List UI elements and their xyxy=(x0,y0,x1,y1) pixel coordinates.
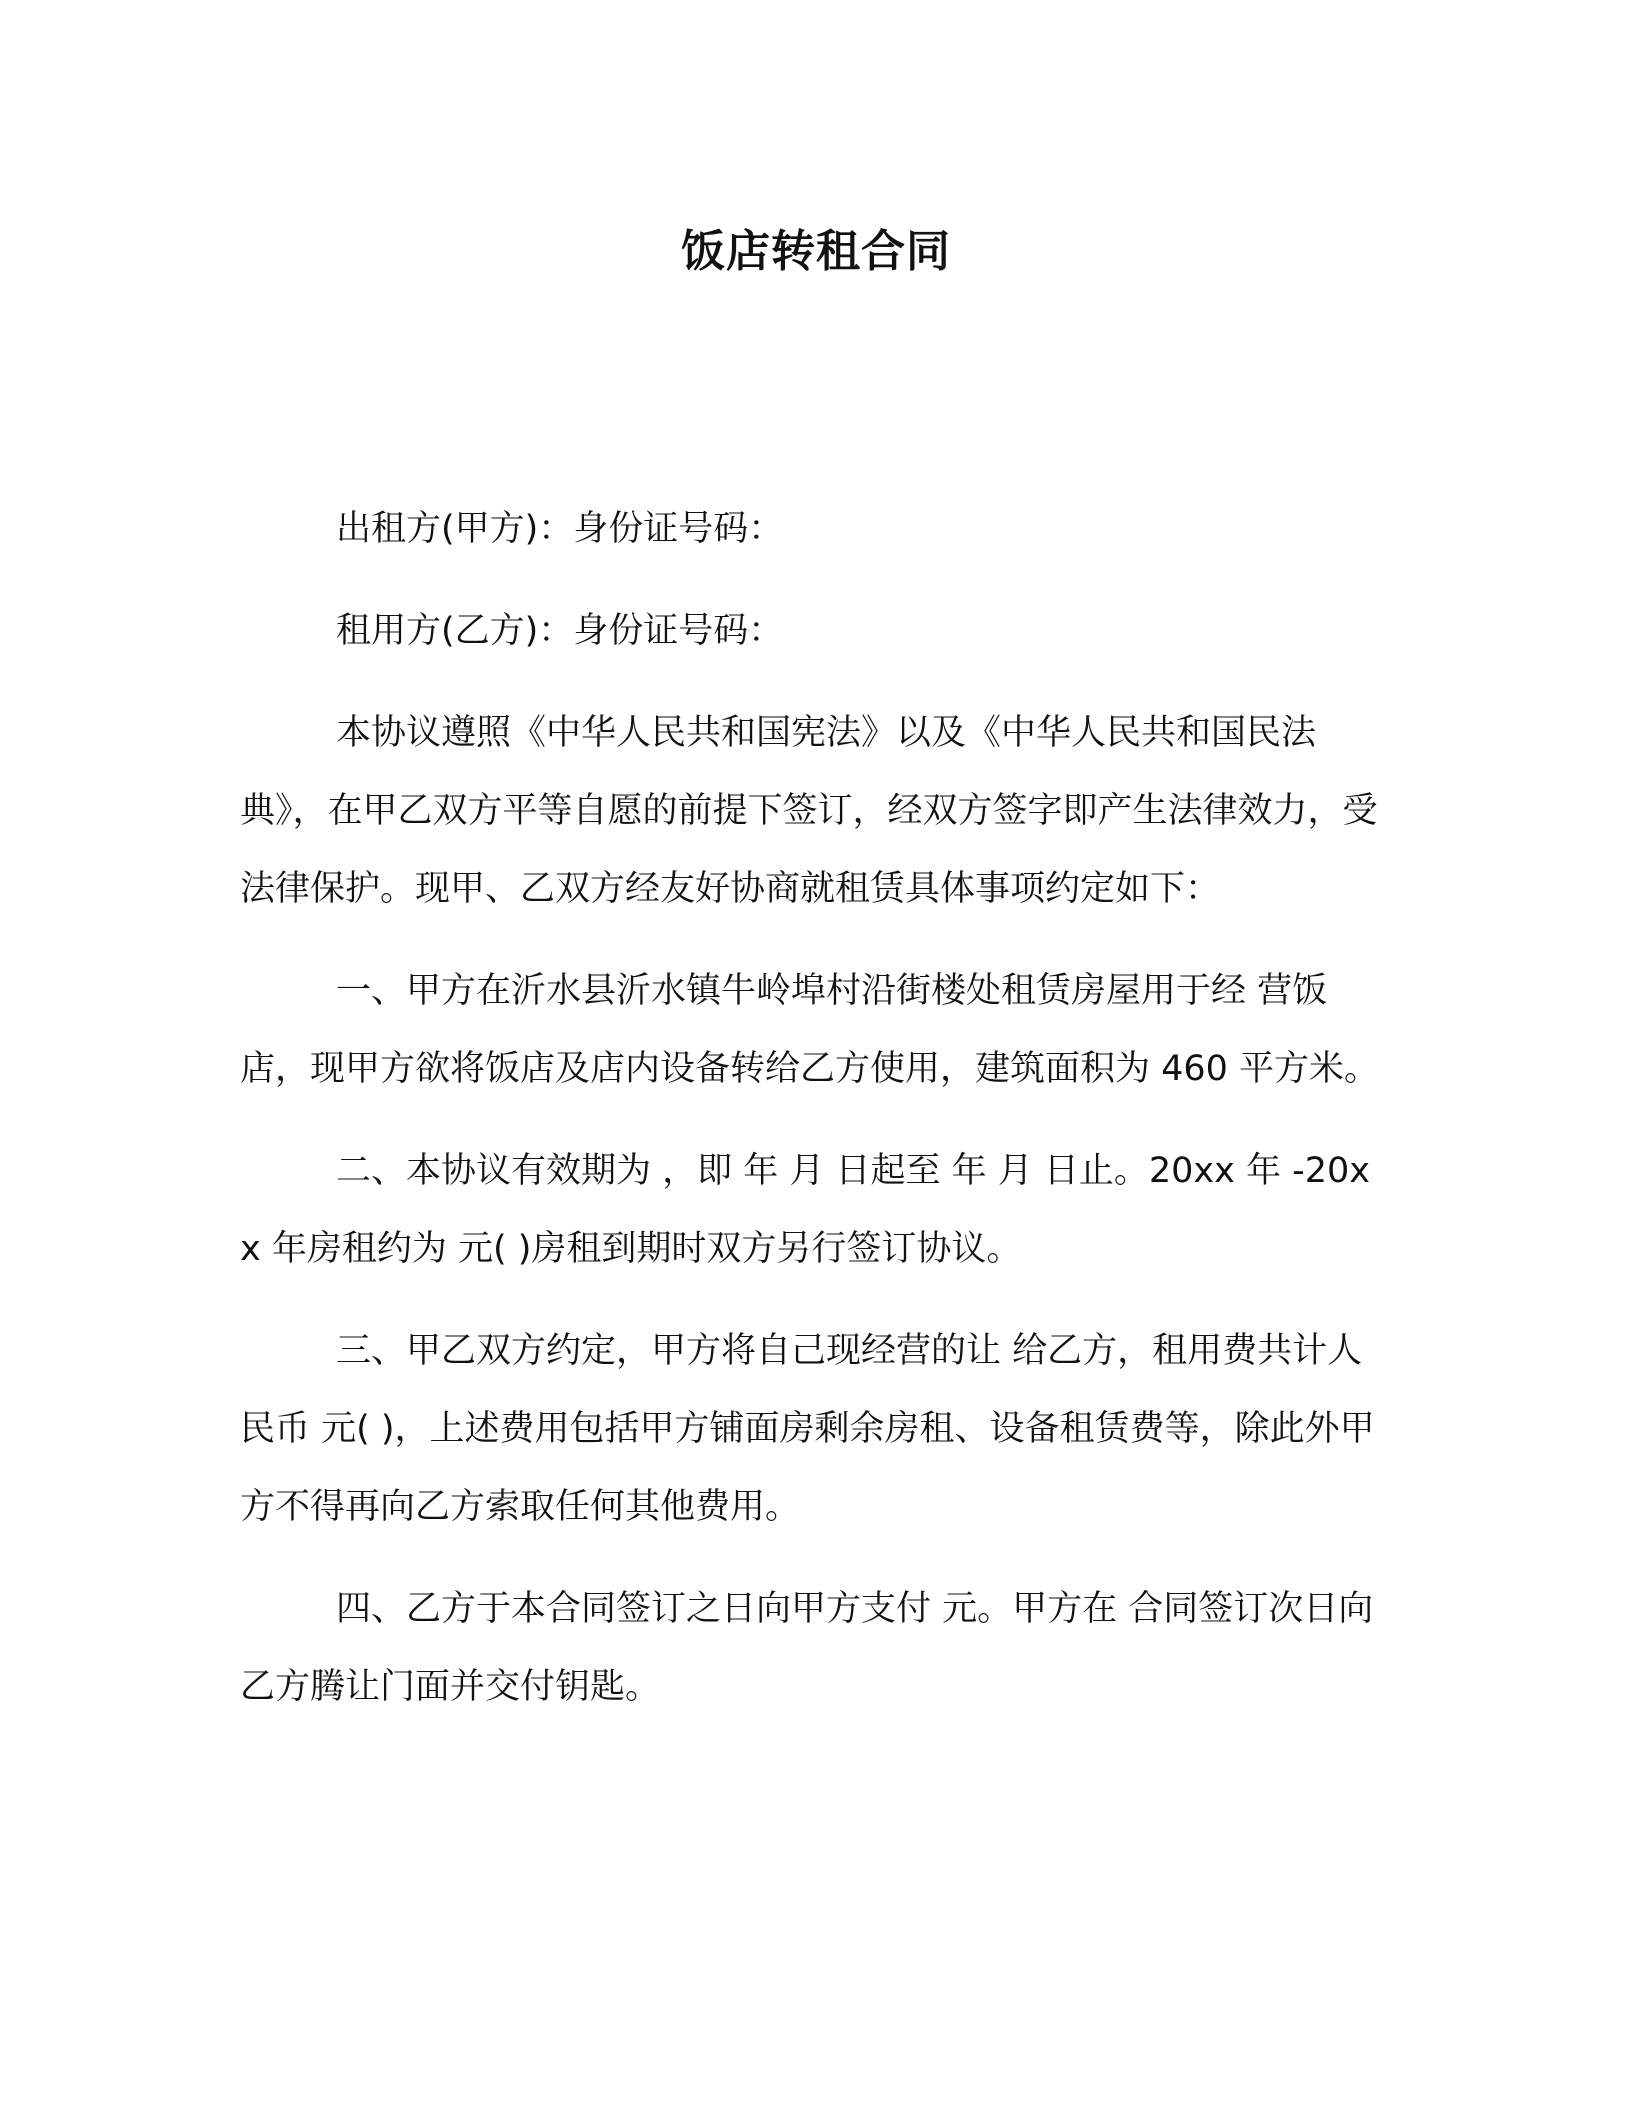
clause-3: 三、甲乙双方约定，甲方将自己现经营的让 给乙方，租用费共计人民币 元( )，上述费用包括甲方铺面房剩余房租、设备租赁费等，除此外甲方不得再向乙方索取任何其他费用。 xyxy=(240,1331,1375,1527)
clause-2: 二、本协议有效期为 ，即 年 月 日起至 年 月 日止。20xx 年 -20xx 年房租约为 元( )房租到期时双方另行签订协议。 xyxy=(240,1151,1370,1269)
clause-4: 四、乙方于本合同签订之日向甲方支付 元。甲方在 合同签订次日向乙方腾让门面并交付钥匙。 xyxy=(240,1589,1374,1707)
preamble-paragraph: 本协议遵照《中华人民共和国宪法》以及《中华人民共和国民法典》，在甲乙双方平等自愿的前提下签订，经双方签字即产生法律效力，受法律保护。现甲、乙双方经友好协商就租赁具体事项约定如下： xyxy=(240,713,1378,909)
document-title: 饭店转租合同 xyxy=(681,226,951,277)
lessor-line: 出租方(甲方)：身份证号码： xyxy=(336,509,784,549)
clause-1: 一、甲方在沂水县沂水镇牛岭埠村沿街楼处租赁房屋用于经 营饭店，现甲方欲将饭店及店内设备转给乙方使用，建筑面积为 460 平方米。 xyxy=(240,971,1380,1089)
lessee-line: 租用方(乙方)：身份证号码： xyxy=(336,611,784,651)
document-body xyxy=(240,490,1390,1750)
